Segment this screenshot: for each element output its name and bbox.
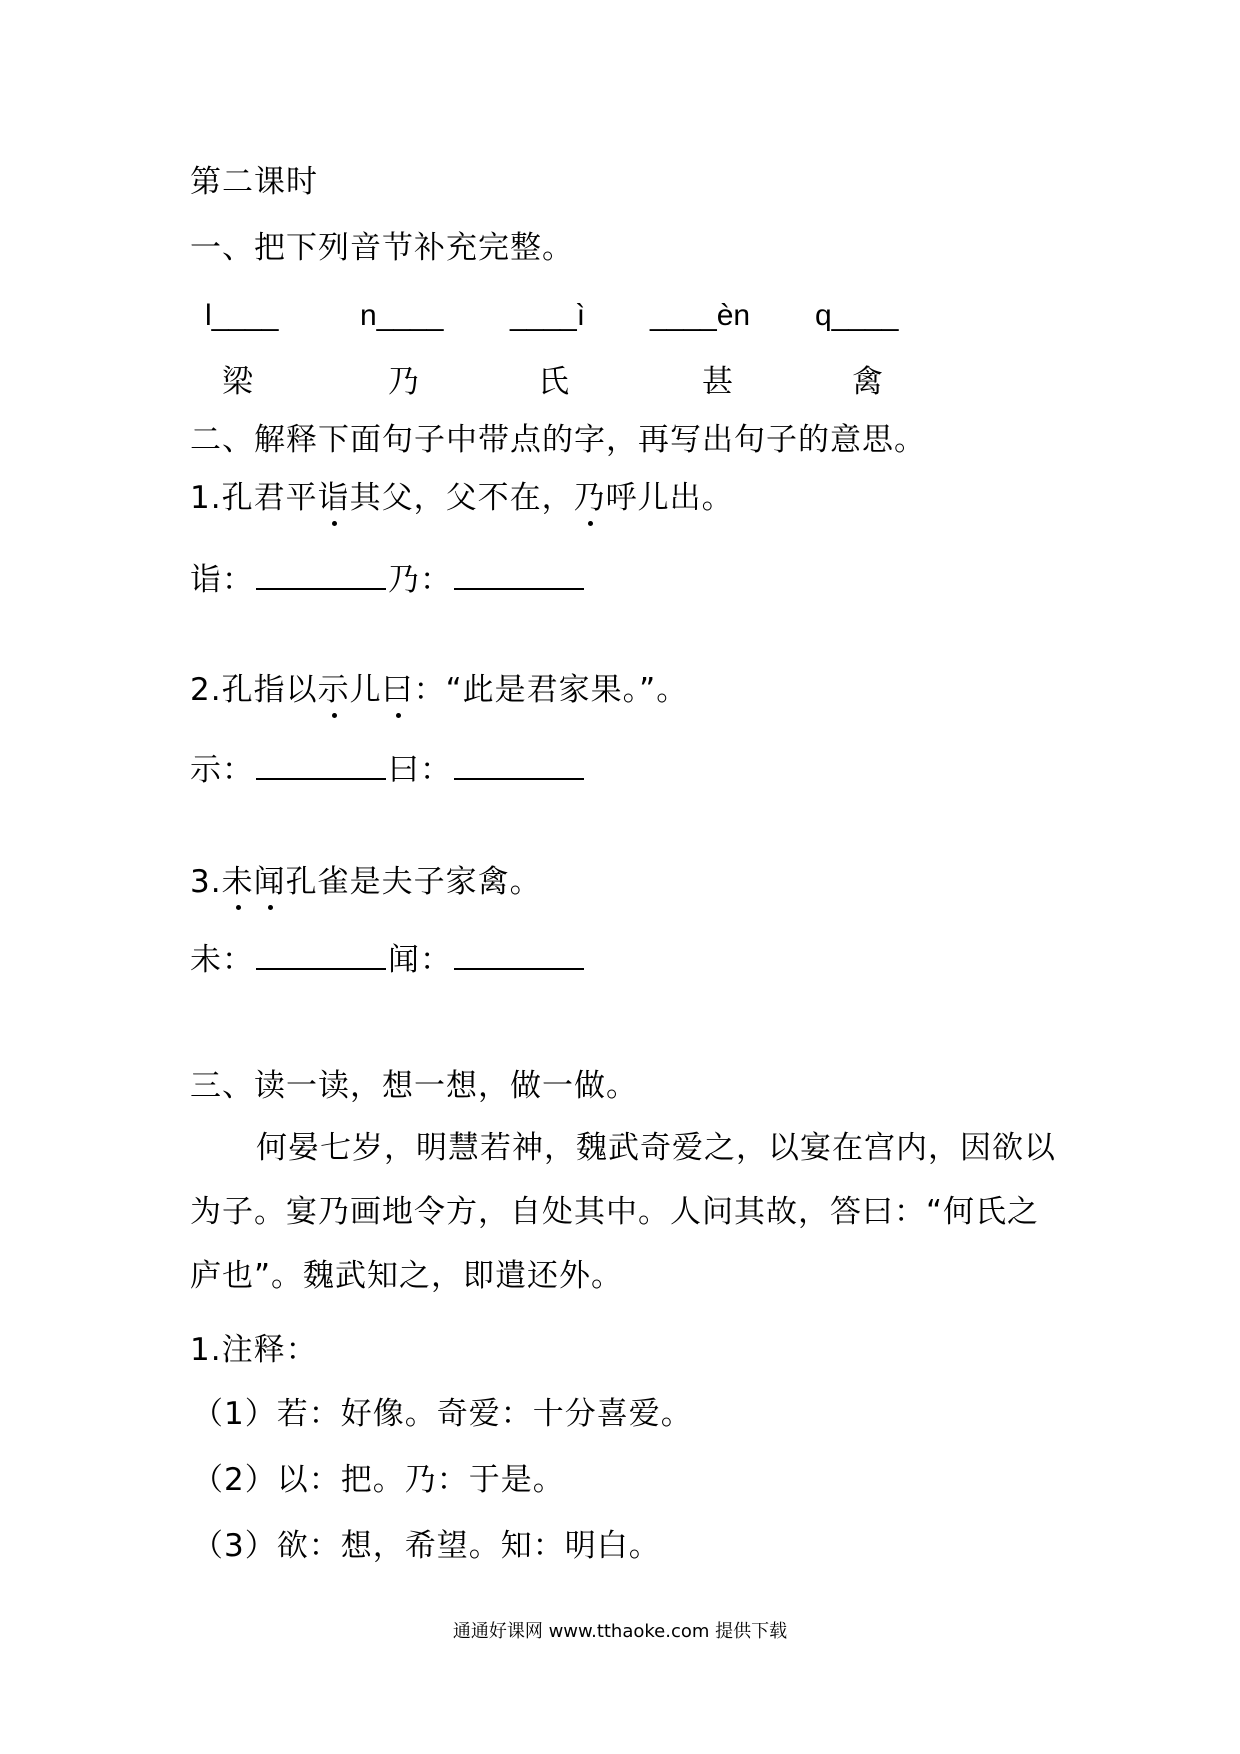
pinyin-item: l____ — [205, 299, 279, 332]
pinyin-row — [0, 296, 1240, 336]
pinyin-item: n____ — [360, 299, 444, 332]
answer-blank[interactable] — [256, 938, 386, 970]
question-1-sentence — [190, 478, 734, 518]
question-1-answer-line — [190, 558, 586, 600]
dotted-character: 闻 — [253, 864, 286, 900]
section2-heading: 二、解释下面句子中带点的字，再写出句子的意思。 — [190, 422, 926, 458]
question-2-sentence — [190, 670, 688, 710]
dotted-character: 诣 — [317, 480, 350, 516]
answer-blank[interactable] — [454, 748, 584, 780]
answer-label: 诣： — [190, 562, 254, 598]
character-item: 乃 — [388, 364, 419, 400]
answer-blank[interactable] — [454, 938, 584, 970]
character-item: 甚 — [702, 364, 733, 400]
dotted-character: 乃 — [573, 480, 606, 516]
sentence-part: ：“此是君家果。”。 — [413, 672, 689, 708]
footer-source: 通通好课网 www.tthaoke.com 提供下载 — [452, 1621, 788, 1642]
notes-heading: 1.注释： — [190, 1332, 318, 1368]
note-item: （3）欲：想，希望。知：明白。 — [192, 1528, 661, 1564]
sentence-part: 孔雀是夫子家禽。 — [285, 864, 542, 900]
reading-passage — [190, 1116, 1060, 1308]
answer-label: 曰： — [388, 752, 452, 788]
dotted-character: 示 — [317, 672, 350, 708]
pinyin-item: q____ — [815, 299, 899, 332]
answer-label: 乃： — [388, 562, 452, 598]
sentence-part: 儿 — [349, 672, 382, 708]
question-2-answer-line — [190, 748, 586, 790]
sentence-part: 3. — [190, 864, 222, 900]
answer-label: 闻： — [388, 942, 452, 978]
pinyin-item: ____ì — [510, 299, 586, 332]
character-item: 禽 — [852, 364, 883, 400]
lesson-title: 第二课时 — [190, 164, 318, 200]
dotted-character: 未 — [221, 864, 254, 900]
answer-blank[interactable] — [256, 558, 386, 590]
section1-heading: 一、把下列音节补充完整。 — [190, 230, 574, 266]
question-3-sentence — [190, 862, 542, 902]
character-item: 氏 — [538, 364, 569, 400]
section3-heading: 三、读一读，想一想，做一做。 — [190, 1068, 638, 1104]
sentence-part: 1.孔君平 — [190, 480, 318, 516]
answer-label: 示： — [190, 752, 254, 788]
character-row — [0, 360, 1240, 404]
answer-blank[interactable] — [454, 558, 584, 590]
note-item: （1）若：好像。奇爱：十分喜爱。 — [192, 1396, 693, 1432]
passage-text: 何晏七岁，明慧若神，魏武奇爱之，以宴在宫内，因欲以为子。宴乃画地令方，自处其中。人问其故，答曰：“何氏之庐也”。魏武知之，即遣还外。 — [190, 1130, 1056, 1294]
pinyin-item: ____èn — [650, 299, 751, 332]
character-item: 梁 — [222, 364, 253, 400]
sentence-part: 其父，父不在， — [349, 480, 574, 516]
answer-blank[interactable] — [256, 748, 386, 780]
sentence-part: 2.孔指以 — [190, 672, 318, 708]
answer-label: 未： — [190, 942, 254, 978]
note-item: （2）以：把。乃：于是。 — [192, 1462, 565, 1498]
question-3-answer-line — [190, 938, 586, 980]
sentence-part: 呼儿出。 — [605, 480, 734, 516]
dotted-character: 曰 — [381, 672, 414, 708]
